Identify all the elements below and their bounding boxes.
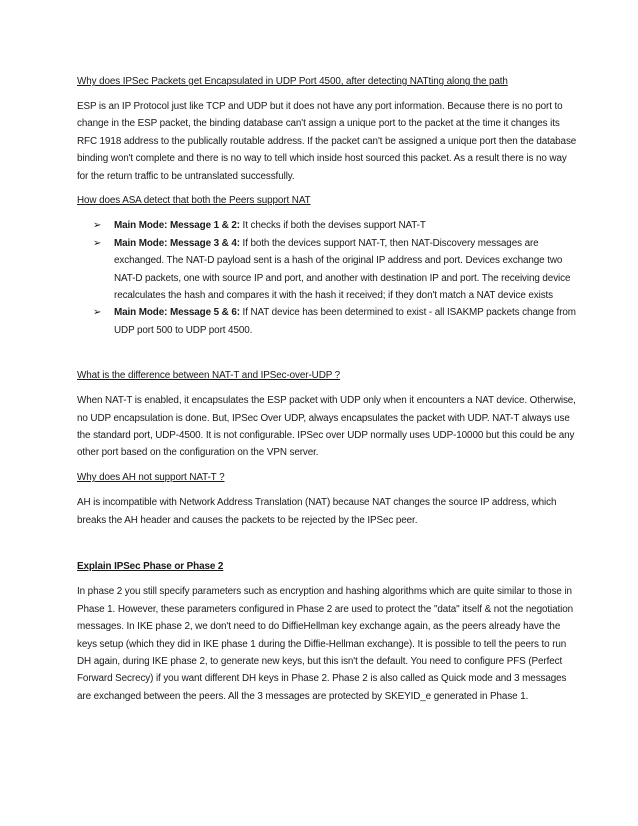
heading-natt-vs-ipsec-udp: What is the difference between NAT-T and IPSec-over-UDP ? <box>77 370 341 382</box>
list-item <box>93 304 578 339</box>
list-item <box>93 235 578 305</box>
list-item-lead: Main Mode: Message 1 & 2: <box>114 220 240 232</box>
arrowhead-bullet-icon: ➢ <box>93 237 102 249</box>
list-item-lead: Main Mode: Message 5 & 6: <box>114 307 240 319</box>
arrowhead-bullet-icon: ➢ <box>93 220 102 232</box>
paragraph-esp-explanation: ESP is an IP Protocol just like TCP and UDP but it does not have any port information. Because there is no port to change in the ESP packet, the binding database can't assign a unique port to the packet at the time it changes its RFC 1918 address to the publically routable address. If the packet can't be assigned a unique port then the database binding won't complete and there is no way to tell which inside host sourced this packet. As a result there is no way for the return traffic to be untranslated successfully. <box>77 100 577 182</box>
heading-asa-detect-nat: How does ASA detect that both the Peers support NAT <box>77 195 311 207</box>
list-item-text: If NAT device has been determined to exist - all ISAKMP packets change from UDP port 500 to UDP port 4500. <box>114 307 576 336</box>
spacer <box>77 347 578 367</box>
spacer <box>77 536 578 558</box>
heading-udp-4500: Why does IPSec Packets get Encapsulated in UDP Port 4500, after detecting NATting along the path <box>77 76 508 87</box>
heading-ah-nat-t: Why does AH not support NAT-T ? <box>77 472 225 484</box>
heading-ipsec-phase-2: Explain IPSec Phase or Phase 2 <box>77 561 224 573</box>
main-mode-list <box>77 217 578 339</box>
list-item-lead: Main Mode: Message 3 & 4: <box>114 237 240 249</box>
paragraph-phase-2: In phase 2 you still specify parameters such as encryption and hashing algorithms which are quite similar to those in Phase 1. However, these parameters configured in Phase 2 are used to protect the "data" itself & not the negotiation messages. In IKE phase 2, we don't need to do DiffieHellman key exchange again, as the peers already have the keys setup (which they did in IKE phase 1 during the Diffie-Hellman exchange). It is possible to tell the peers to run DH again, during IKE phase 2, to generate new keys, but this isn't the default. You need to configure PFS (Perfect Forward Secrecy) if you want different DH keys in Phase 2. Phase 2 is also called as Quick mode and 3 messages are exchanged between the peers. All the 3 messages are protected by SKEYID_e generated in Phase 1. <box>77 586 574 702</box>
paragraph-ah-incompatible: AH is incompatible with Network Address Translation (NAT) because NAT changes the source IP address, which breaks the AH header and causes the packets to be rejected by the IPSec peer. <box>77 497 557 526</box>
list-item-text: It checks if both the devises support NAT-T <box>239 220 426 232</box>
arrowhead-bullet-icon: ➢ <box>93 307 102 319</box>
list-item <box>93 217 578 234</box>
paragraph-natt-difference: When NAT-T is enabled, it encapsulates the ESP packet with UDP only when it encounters a NAT device. Otherwise, no UDP encapsulation is done. But, IPSec Over UDP, always encapsulates the packet with UDP. NAT-T always use the standard port, UDP-4500. It is not configurable. IPSec over UDP normally uses UDP-10000 but this could be any other port based on the configuration on the VPN server. <box>77 395 576 459</box>
list-item-text: If both the devices support NAT-T, then NAT-Discovery messages are exchanged. The NAT-D payload sent is a hash of the original IP address and port. Devices exchange two NAT-D packets, one with source IP and port, and another with destination IP and port. The receiving device recalculates the hash and compares it with the hash it received; if they don't match a NAT device exists <box>114 237 571 301</box>
